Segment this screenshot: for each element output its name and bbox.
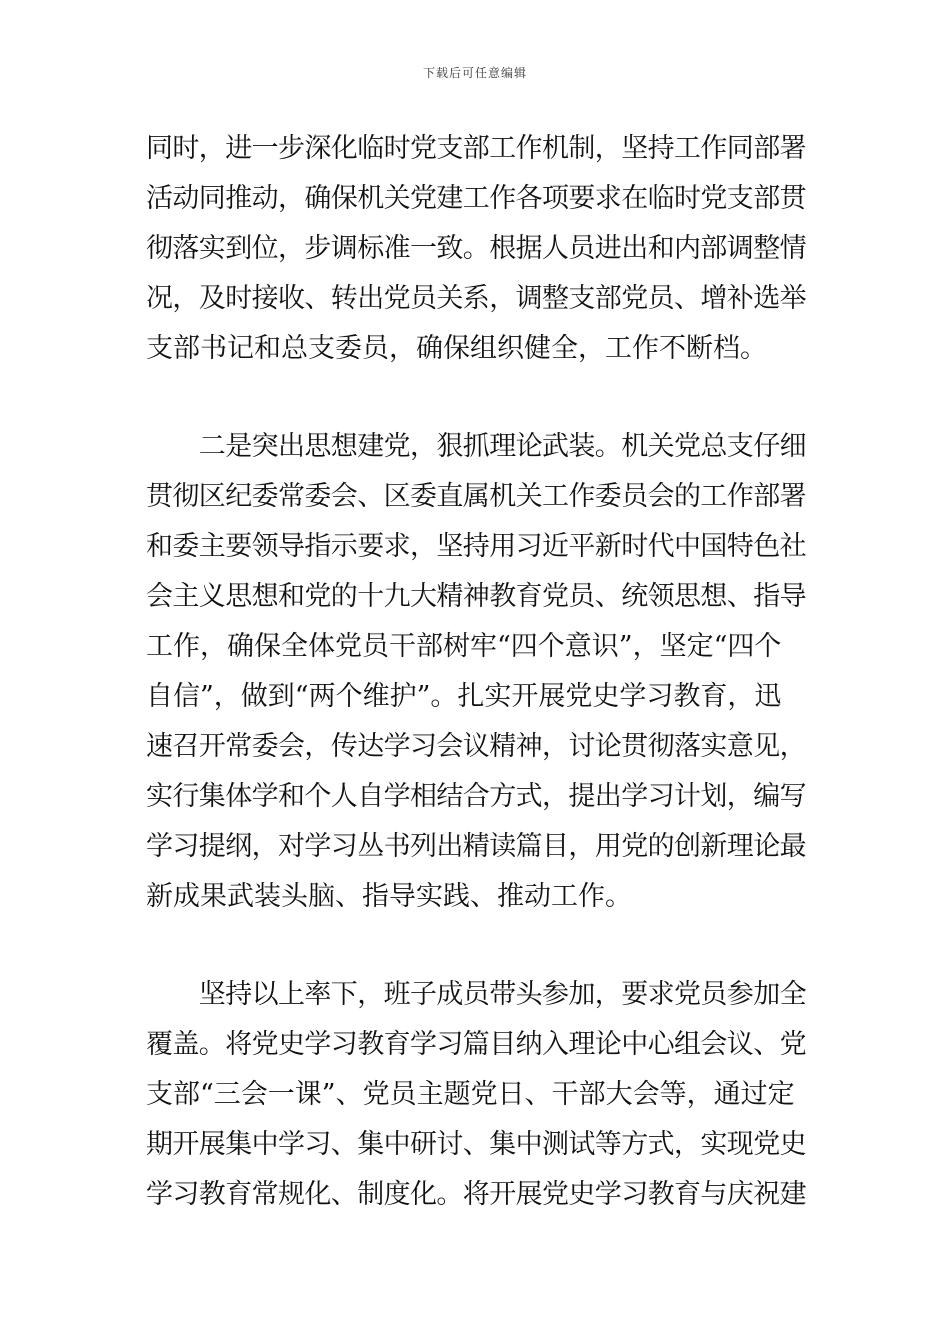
text-line: 期开展集中学习、集中研讨、集中测试等方式，实现党史 bbox=[146, 1129, 806, 1160]
text-line: 会主义思想和党的十九大精神教育党员、统领思想、指导 bbox=[146, 581, 806, 612]
text-line: 和委主要领导指示要求，坚持用习近平新时代中国特色社 bbox=[146, 531, 806, 562]
text-line: 活动同推动，确保机关党建工作各项要求在临时党支部贯 bbox=[146, 183, 806, 214]
text-line: 速召开常委会，传达学习会议精神，讨论贯彻落实意见， bbox=[146, 731, 806, 762]
text-line: 支部“三会一课”、党员主题党日、干部大会等，通过定 bbox=[146, 1079, 795, 1110]
text-line: 学习提纲，对学习丛书列出精读篇目，用党的创新理论最 bbox=[146, 831, 806, 862]
text-line: 彻落实到位，步调标准一致。根据人员进出和内部调整情 bbox=[146, 233, 806, 264]
text-line: 坚持以上率下，班子成员带头参加，要求党员参加全 bbox=[146, 979, 806, 1010]
text-line: 同时，进一步深化临时党支部工作机制，坚持工作同部署 bbox=[146, 133, 806, 164]
text-line: 支部书记和总支委员，确保组织健全，工作不断档。 bbox=[146, 333, 767, 364]
text-line: 二是突出思想建党，狠抓理论武装。机关党总支仔细 bbox=[146, 431, 806, 462]
text-line: 贯彻区纪委常委会、区委直属机关工作委员会的工作部署 bbox=[146, 481, 806, 512]
text-line: 覆盖。将党史学习教育学习篇目纳入理论中心组会议、党 bbox=[146, 1029, 806, 1060]
text-line: 学习教育常规化、制度化。将开展党史学习教育与庆祝建 bbox=[146, 1179, 806, 1210]
page-header: 下载后可任意编辑 bbox=[422, 66, 527, 80]
text-line: 实行集体学和个人自学相结合方式，提出学习计划，编写 bbox=[146, 781, 806, 812]
text-line: 自信”，做到“两个维护”。扎实开展党史学习教育，迅 bbox=[146, 681, 782, 712]
text-line: 况，及时接收、转出党员关系，调整支部党员、增补选举 bbox=[146, 283, 806, 314]
text-line: 新成果武装头脑、指导实践、推动工作。 bbox=[146, 881, 632, 912]
text-line: 工作，确保全体党员干部树牢“四个意识”，坚定“四个 bbox=[146, 631, 782, 662]
